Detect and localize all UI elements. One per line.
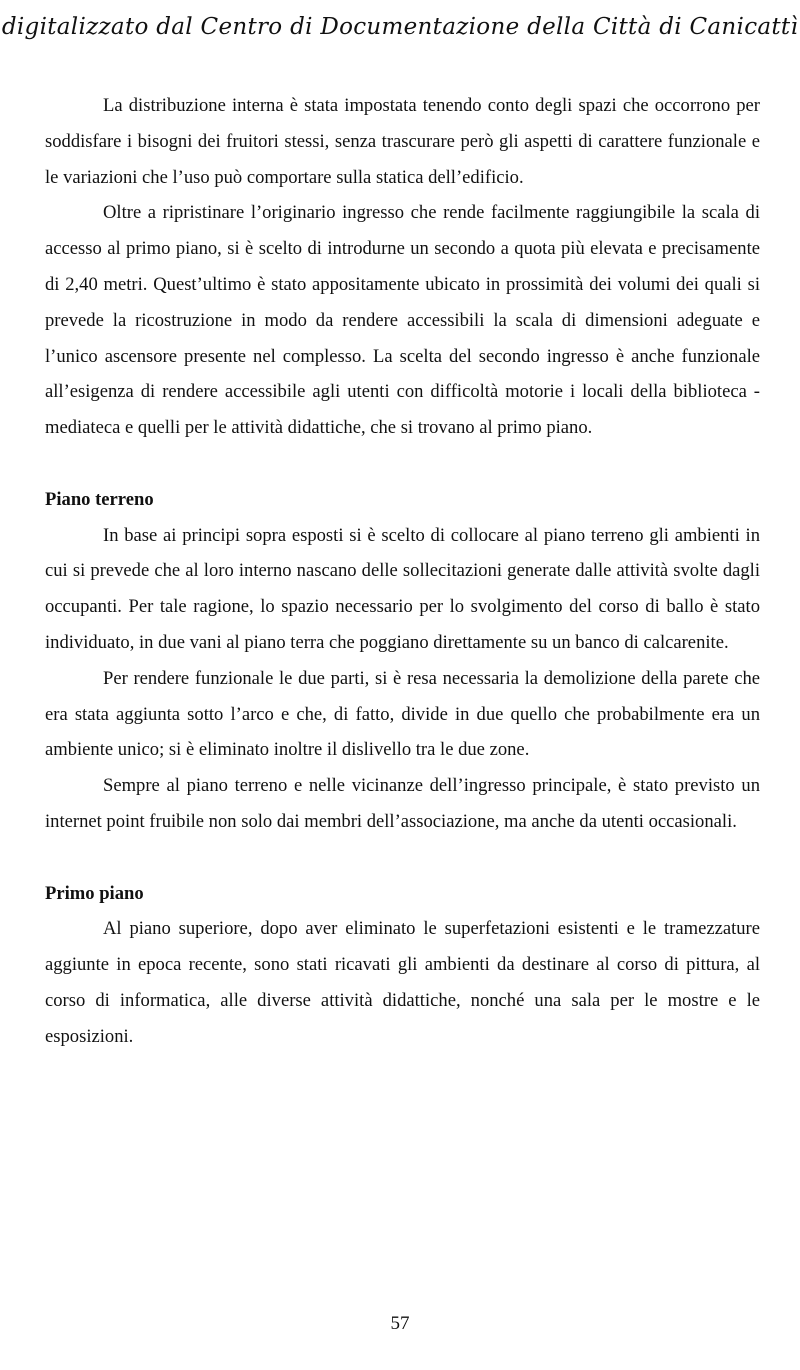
page-number: 57	[390, 1313, 410, 1334]
section-spacer	[45, 446, 760, 482]
paragraph: La distribuzione interna è stata impostata tenendo conto degli spazi che occorrono per soddisfare i bisogni dei fruitori stessi, senza trascurare però gli aspetti di carattere funzionale e le variazioni che l’uso può comportare sulla statica dell’edificio.	[45, 95, 760, 188]
section-heading-ground-floor: Piano terreno	[45, 488, 154, 510]
digitization-header: digitalizzato dal Centro di Documentazione della Città di Canicattì	[1, 14, 799, 40]
paragraph: In base ai principi sopra esposti si è scelto di collocare al piano terreno gli ambienti in cui si prevede che al loro interno nascano delle sollecitazioni generate dalle attività svolte dagli occupanti. Per tale ragione, lo spazio necessario per lo svolgimento del corso di ballo è stato individuato, in due vani al piano terra che poggiano direttamente su un banco di calcarenite.	[45, 524, 760, 653]
paragraph: Per rendere funzionale le due parti, si è resa necessaria la demolizione della parete che era stata aggiunta sotto l’arco e che, di fatto, divide in due quello che probabilmente era un ambiente unico; si è eliminato inoltre il dislivello tra le due zone.	[45, 667, 760, 761]
paragraph: Sempre al piano terreno e nelle vicinanze dell’ingresso principale, è stato previsto un internet point fruibile non solo dai membri dell’associazione, ma anche da utenti occasionali.	[45, 775, 760, 832]
paragraph: Oltre a ripristinare l’originario ingresso che rende facilmente raggiungibile la scala di accesso al primo piano, si è scelto di introdurne un secondo a quota più elevata e precisamente di 2,40 metri. Quest’ultimo è stato appositamente ubicato in prossimità dei volumi dei quali si prevede la ricostruzione in modo da rendere accessibili la scala di dimensioni adeguate e l’unico ascensore presente nel complesso. La scelta del secondo ingresso è anche funzionale all’esigenza di rendere accessibile agli utenti con difficoltà motorie i locali della biblioteca - mediateca e quelli per le attività didattiche, che si trovano al primo piano.	[45, 202, 760, 439]
document-body	[45, 88, 760, 1055]
section-spacer	[45, 840, 760, 876]
paragraph: Al piano superiore, dopo aver eliminato le superfetazioni esistenti e le tramezzature aggiunte in epoca recente, sono stati ricavati gli ambienti da destinare al corso di pittura, al corso di informatica, alle diverse attività didattiche, nonché una sala per le mostre e le esposizioni.	[45, 918, 760, 1047]
section-heading-first-floor: Primo piano	[45, 882, 144, 904]
